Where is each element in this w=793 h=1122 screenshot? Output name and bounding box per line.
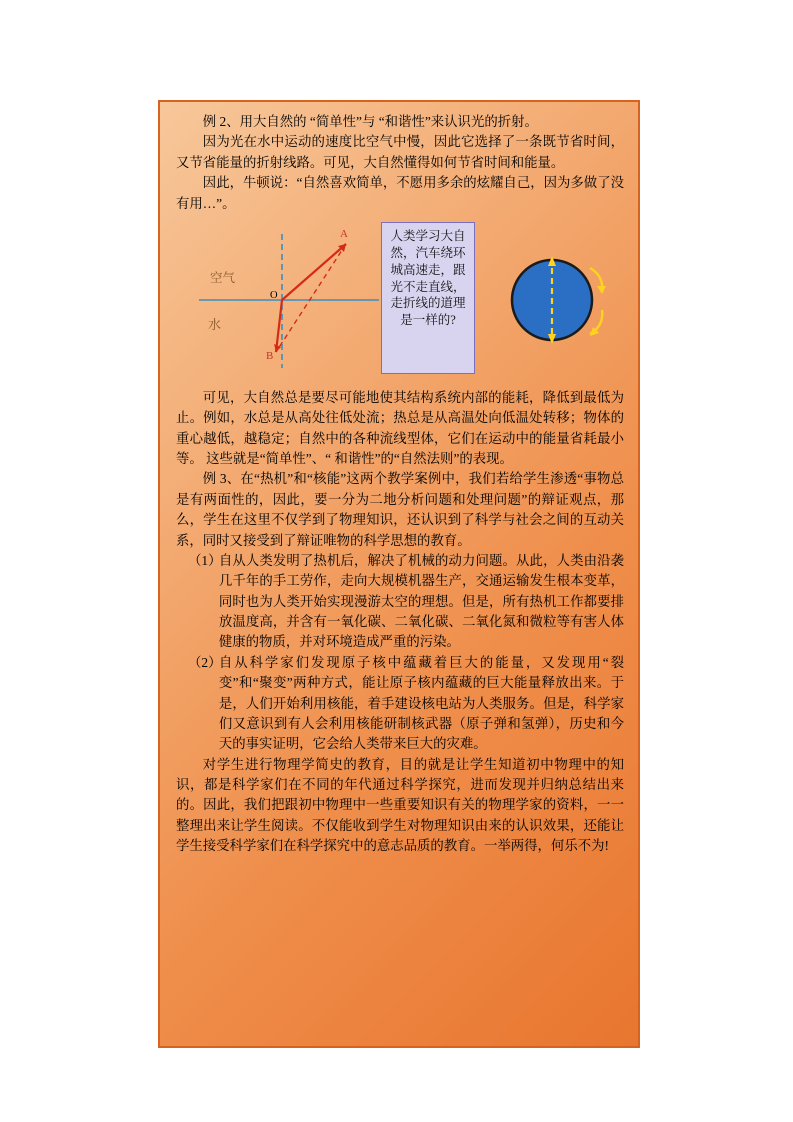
list-item-text: 自从人类发明了热机后，解决了机械的动力问题。从此，人类由沿袭几千年的手工劳作，走向大规模机器生产，交通运输发生根本变革，同时也为人类开始实现漫游太空的理想。但是，所有热机工作都要排放温度高，并含有一氧化碳、二氧化碳、二氧化氮和微粒等有害人体健康的物质，并对环境造成严重的污染。	[218, 552, 624, 650]
list-item	[176, 653, 624, 755]
document-body	[176, 112, 624, 1036]
label-air: 空气	[210, 270, 236, 285]
list-item	[176, 551, 624, 653]
list-item-text: 自从科学家们发现原子核中蕴藏着巨大的能量，又发现用“裂变”和“聚变”两种方式，能让原子核内蕴藏的巨大能量释放出来。于是，人们开始利用核能，着手建设核电站为人类服务。但是，科学家们又意识到有人会利用核能研制核武器（原子弹和氢弹），历史和今天的事实证明，它会给人类带来巨大的灾难。	[218, 654, 624, 752]
refraction-svg	[194, 228, 384, 378]
label-point-b: B	[266, 349, 274, 362]
callout-box: 人类学习大自然，汽车绕环城高速走，跟光不走直线，走折线的道理是一样的?	[381, 222, 475, 374]
numbered-list	[176, 551, 624, 755]
paragraph-example-2: 例 2、用大自然的 “简单性”与 “和谐性”来认识光的折射。	[202, 114, 538, 129]
paragraph-nature-law: 可见，大自然总是要尽可能地使其结构系统内部的能耗，降低到最低为止。例如，水总是从高处往低处流；热总是从高温处向低温处转移；物体的重心越低，越稳定；自然中的各种流线型体，它们在运动中的能量省耗最小等。 这些就是“简单性”、“ 和谐性”的“自然法则”的表现。	[176, 389, 624, 466]
list-item-marker: （1）	[188, 552, 222, 568]
paragraph-newton-quote: 因此，牛顿说：“自然喜欢简单，不愿用多余的炫耀自己，因为多做了没有用…”。	[176, 175, 624, 211]
paragraph-refraction-reason: 因为光在水中运动的速度比空气中慢，因此它选择了一条既节省时间，又节省能量的折射线路。可见，大自然懂得如何节省时间和能量。	[176, 134, 624, 170]
label-point-a: A	[340, 227, 348, 240]
paragraph-example-3: 例 3、在“热机”和“核能”这两个教学案例中，我们若给学生渗透“事物总是有两面性的，因此，要一分为二地分析问题和处理问题”的辩证观点，那么，学生在这里不仅学到了物理知识，还认识到了科学与社会之间的互动关系，同时又接受到了辩证唯物的科学思想的教育。	[176, 471, 624, 548]
paragraph-closing: 对学生进行物理学简史的教育，目的就是让学生知道初中物理中的知识，都是科学家们在不同的年代通过科学探究，进而发现并归纳总结出来的。因此，我们把跟初中物理中一些重要知识有关的物理学家的资料，一一整理出来让学生阅读。不仅能收到学生对物理知识由来的认识效果，还能让学生接受科学家们在科学探究中的意志品质的教育。一举两得，何乐不为!	[176, 756, 624, 854]
label-water: 水	[208, 316, 222, 332]
ball-diagram	[494, 246, 614, 356]
figure-block	[176, 222, 624, 382]
list-item-marker: （2）	[188, 654, 222, 670]
ball-svg	[494, 246, 614, 356]
document-frame	[158, 100, 640, 1048]
refraction-diagram	[194, 228, 384, 378]
label-origin: O	[270, 289, 278, 301]
